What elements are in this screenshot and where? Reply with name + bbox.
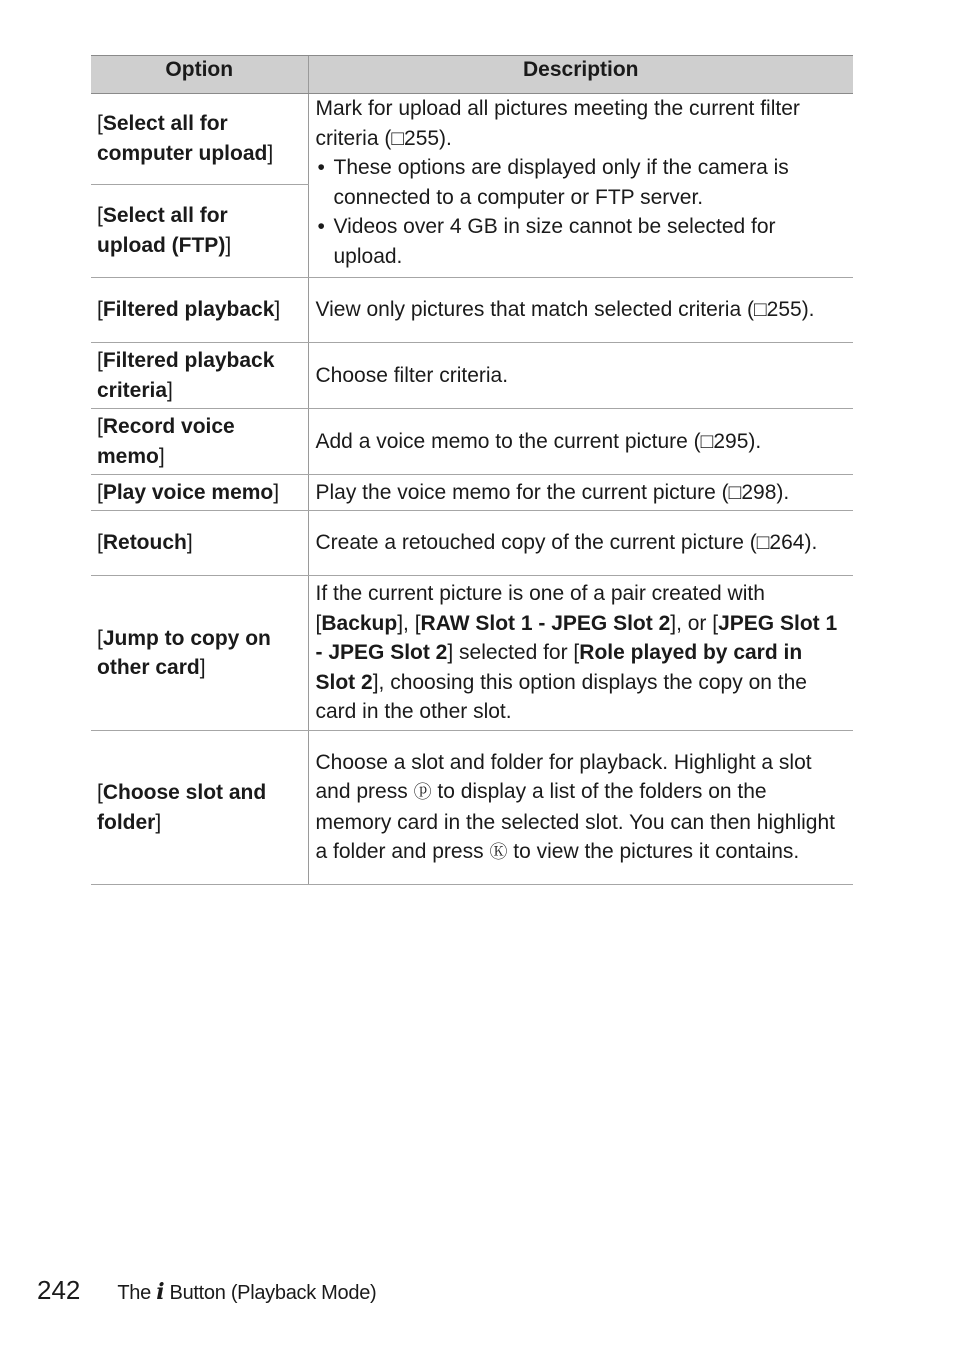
- option-cell: [Filtered playback]: [91, 278, 308, 343]
- option-name: Choose slot and folder: [97, 781, 267, 834]
- bullet-list: [316, 153, 846, 271]
- menu-term: Backup: [321, 611, 398, 635]
- multi-selector-right-icon: ⓟ: [413, 782, 432, 803]
- option-name: Select all for upload (FTP): [97, 204, 228, 257]
- description-text: ], or [: [670, 611, 719, 635]
- menu-term: Role played by card in Slot 2: [315, 641, 803, 694]
- description-cell: Add a voice memo to the current picture (□295).: [308, 409, 853, 475]
- option-name: Play voice memo: [102, 480, 274, 504]
- description-cell: [308, 731, 853, 885]
- options-table: [91, 55, 853, 885]
- option-cell: [Choose slot and folder]: [91, 731, 308, 885]
- table-row: [91, 511, 853, 576]
- description-text: ], [: [397, 611, 421, 635]
- option-cell: [Record voice memo]: [91, 409, 308, 475]
- table-row: [91, 731, 853, 885]
- option-name: Filtered playback criteria: [97, 349, 275, 402]
- description-cell: View only pictures that match selected criteria (□255).: [308, 278, 853, 343]
- description-cell: Play the voice memo for the current picture (□298).: [308, 475, 853, 511]
- option-name: Jump to copy on other card: [97, 626, 271, 679]
- ok-button-icon: Ⓚ: [489, 842, 508, 863]
- description-text: If the current picture is one of a pair created with [: [315, 582, 765, 635]
- list-item: • These options are displayed only if the camera is connected to a computer or FTP server.: [316, 153, 846, 212]
- option-cell: [Play voice memo]: [91, 475, 308, 511]
- table-row: [91, 475, 853, 511]
- menu-term: RAW Slot 1 - JPEG Slot 2: [420, 611, 671, 635]
- description-text: to view the pictures it contains.: [507, 840, 800, 863]
- description-text: ], choosing this option displays the copy on the card in the other slot.: [315, 670, 807, 724]
- table-row: [91, 278, 853, 343]
- table-row: [91, 94, 853, 185]
- page-number: 242: [37, 1275, 81, 1305]
- description-cell: [308, 576, 853, 731]
- header-description: Description: [308, 56, 853, 94]
- description-text: Mark for upload all pictures meeting the current filter criteria (□255).: [315, 97, 800, 150]
- option-name: Filtered playback: [102, 298, 275, 322]
- table-header-row: [91, 56, 853, 94]
- option-cell: [Select all for upload (FTP)]: [91, 184, 308, 277]
- option-name: Record voice memo: [97, 415, 235, 468]
- menu-term: JPEG Slot 1 - JPEG Slot 2: [315, 611, 838, 665]
- option-cell: [Jump to copy on other card]: [91, 576, 308, 731]
- option-cell: [Select all for computer upload]: [91, 94, 308, 185]
- description-cell: Choose filter criteria.: [308, 343, 853, 409]
- option-cell: [Filtered playback criteria]: [91, 343, 308, 409]
- table-row: [91, 576, 853, 731]
- option-name: Select all for computer upload: [97, 112, 268, 165]
- table-row: [91, 343, 853, 409]
- section-title: [117, 1279, 376, 1305]
- section-title-suffix: Button (Playback Mode): [164, 1282, 377, 1304]
- list-item: • Videos over 4 GB in size cannot be selected for upload.: [316, 212, 846, 271]
- option-cell: [Retouch]: [91, 511, 308, 576]
- table-row: [91, 409, 853, 475]
- i-button-icon: i: [156, 1279, 165, 1305]
- description-cell: [308, 94, 853, 278]
- description-text: to display a list of the folders on the memory card in the selected slot. You can then highlight a folder and press: [315, 780, 835, 863]
- option-name: Retouch: [102, 531, 187, 555]
- header-option: Option: [91, 56, 308, 94]
- page-footer: [37, 1275, 376, 1311]
- description-text: Choose a slot and folder for playback. Highlight a slot and press: [315, 750, 812, 803]
- description-cell: Create a retouched copy of the current picture (□264).: [308, 511, 853, 576]
- description-text: ] selected for [: [447, 641, 580, 665]
- section-title-prefix: The: [117, 1282, 157, 1304]
